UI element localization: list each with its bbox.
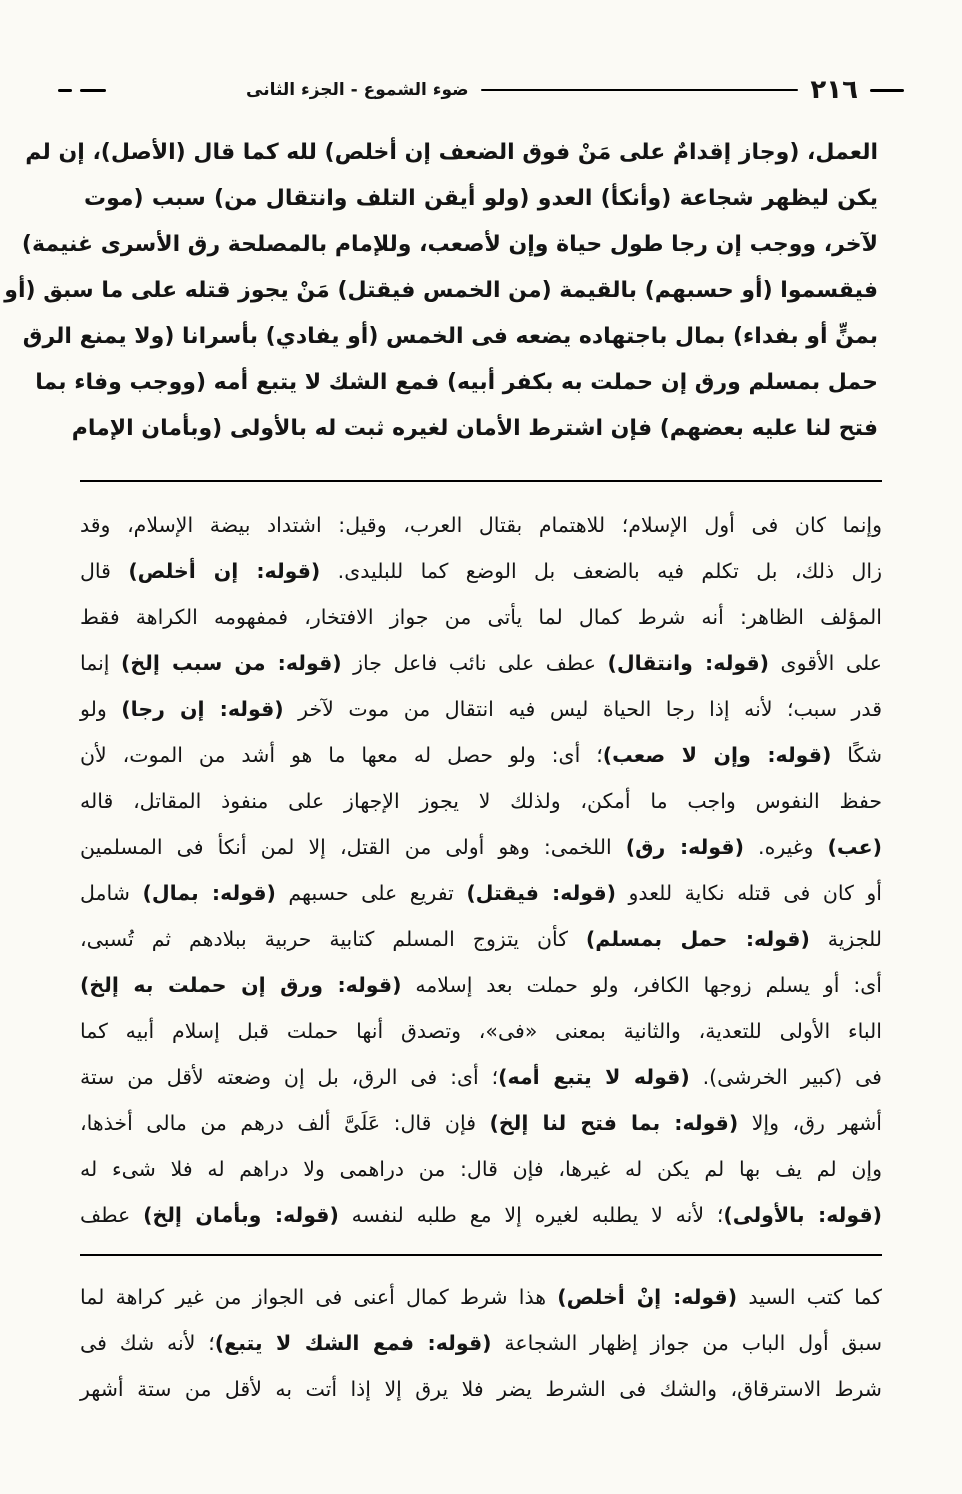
text-segment: (قوله: بالأولى) [723,1203,882,1227]
text-segment: للجزية [809,927,882,951]
sharh-section [80,502,882,1238]
text-segment: قال [80,559,129,583]
text-segment: المؤلف الظاهر: أنه شرط كمال لما يأتى من جواز الافتخار، فمفهومه الكراهة فقط [80,605,882,629]
sharh-line [80,594,882,640]
matn-line: فيقسموا (أو حسبهم) بالقيمة (من الخمس فيقتل) مَنْ يجوز قتله على ما سبق (أو [4,278,878,303]
matn-line: حمل بمسلم ورق إن حملت به بكفر أبيه) فمع الشك لا يتبع أمه (ووجب وفاء بما [35,370,878,395]
text-segment: (قوله: فيقتل) [466,881,617,905]
sharh-line [80,548,882,594]
sharh-line [80,1008,882,1054]
matn-line: بمنٍّ أو بفداء) بمال باجتهاده يضعه فى الخمس (أو يفادي) بأسرانا (ولا يمنع الرق [22,324,878,349]
sharh-line [80,824,882,870]
page-number: ٢١٦ [810,75,858,105]
text-segment: ؛ أى: ولو حصل له معها ما هو أشد من الموت، لأن [80,743,603,767]
matn-line: فتح لنا عليه بعضهم) فإن اشترط الأمان لغيره ثبت له بالأولى (وبأمان الإمام [71,416,878,441]
header-marks-left [58,89,106,92]
text-segment: (قوله لا يتبع أمه) [498,1065,690,1089]
page-header [0,74,962,106]
text-segment: (قوله: وإن لا صعب) [602,743,832,767]
sharh-line [80,732,882,778]
sharh-line [80,1192,882,1238]
text-segment: قدر سبب؛ لأنه إذا رجا الحياة ليس فيه انتقال من موت لآخر [283,697,882,721]
text-segment: الباء الأولى للتعدية، والثانية بمعنى «فى»، وتصدق أنها حملت قبل إسلام أبيه كما [80,1019,882,1043]
sharh-line [80,1054,882,1100]
matn-line: العمل، (وجاز إقدامٌ على مَنْ فوق الضعف إن أخلص) لله كما قال (الأصل)، إن لم [25,140,878,165]
text-segment: (قوله: فمع الشك لا يتبع) [214,1331,492,1355]
text-segment: (قوله: بمال) [142,881,276,905]
header-dash-icon [58,89,72,92]
header-dash-icon [80,89,106,92]
sharh-line [80,916,882,962]
text-segment: (قوله: إن رجا) [121,697,284,721]
header-title: ضوء الشموع - الجزء الثانى [246,79,469,100]
sharh-line [80,870,882,916]
text-segment: (قوله: إنْ أخلص) [557,1285,738,1309]
sharh-line [80,1100,882,1146]
footer-section [80,1274,882,1412]
text-segment: هذا شرط كمال أعنى فى الجواز من غير كراهة لما [80,1285,558,1309]
text-segment: إنما [80,651,122,675]
text-segment: (قوله: وانتقال) [607,651,770,675]
separator-top [80,480,882,482]
sharh-line [80,1146,882,1192]
sharh-line [80,686,882,732]
text-segment: حفظ النفوس واجب ما أمكن، ولذلك لا يجوز الإجهاز على منفوذ المقاتل، قاله [80,789,882,813]
text-segment: عطف [80,1203,144,1227]
header-rule-right [870,89,904,92]
sharh-line [80,962,882,1008]
text-segment: وغيره. [743,835,828,859]
text-segment: عطف على نائب فاعل جاز [341,651,608,675]
matn-line: يكن ليظهر شجاعة (وأنكأ) العدو (ولو أيقن التلف وانتقال من) سبب (موت [84,186,878,211]
text-segment: ؛ لأنه شك فى [80,1331,215,1355]
text-segment: ؛ لأنه لا يطلبه لغيره إلا مع طلبه لنفسه [338,1203,724,1227]
footer-line [80,1274,882,1320]
text-segment: شكًا [831,743,882,767]
text-segment: وإن لم يف بها لم يكن له غيرها، فإن قال: من دراهمى ولا دراهم له فلا شىء له [80,1157,882,1181]
text-segment: (قوله: من سبب إلخ) [121,651,342,675]
text-segment: كأن يتزوج المسلم كتابية حربية ببلادهم ثم تُسبى، [80,927,586,951]
separator-bottom [80,1254,882,1256]
text-segment: وإنما كان فى أول الإسلام؛ للاهتمام بقتال العرب، وقيل: اشتداد بيضة الإسلام، وقد [80,513,882,537]
footer-line [80,1320,882,1366]
text-segment: (قوله: ورق إن حملت به إلخ) [80,973,402,997]
text-segment: تفريع على حسبهم [275,881,467,905]
text-segment: فى (كبير الخرشى). [689,1065,882,1089]
text-segment: كما كتب السيد [737,1285,882,1309]
text-segment: (قوله: رق) [625,835,744,859]
header-rule-center [481,89,799,91]
text-segment: (عب) [827,835,882,859]
text-segment: شرط الاسترقاق، والشك فى الشرط يضر فلا يرق إلا إذا أتت به لأقل من ستة أشهر [80,1377,882,1401]
text-segment: أشهر رق، وإلا [738,1111,883,1135]
text-segment: أى: أو يسلم زوجها الكافر، ولو حملت بعد إسلامه [401,973,882,997]
text-segment: (قوله: حمل بمسلم) [585,927,810,951]
text-segment: (قوله: وبأمان إلخ) [143,1203,339,1227]
footer-line [80,1366,882,1412]
text-segment: (قوله: إن أخلص) [128,559,321,583]
text-segment: اللخمى: وهو أولى من القتل، إلا لمن أنكأ فى المسلمين [80,835,626,859]
matn-section [4,130,878,452]
text-segment: ولو [80,697,122,721]
text-segment: فإن قال: عَلَىَّ ألف درهم من مالى أخذها، [80,1111,490,1135]
text-segment: سبق أول الباب من جواز إظهار الشجاعة [491,1331,883,1355]
matn-line: لآخر، ووجب إن رجا طول حياة وإن لأصعب، وللإمام بالمصلحة رق الأسرى غنيمة) [21,232,878,257]
text-segment: (قوله: بما فتح لنا إلخ) [489,1111,739,1135]
sharh-line [80,640,882,686]
text-segment: زال ذلك، بل تكلم فيه بالضعف بل الوضع كما للبليدى. [320,559,882,583]
sharh-line [80,502,882,548]
text-segment: شامل [80,881,143,905]
text-segment: ؛ أى: فى الرق، بل إن وضعته لأقل من ستة [80,1065,499,1089]
sharh-line [80,778,882,824]
text-segment: على الأقوى [769,651,882,675]
text-segment: أو كان فى قتله نكاية للعدو [616,881,882,905]
